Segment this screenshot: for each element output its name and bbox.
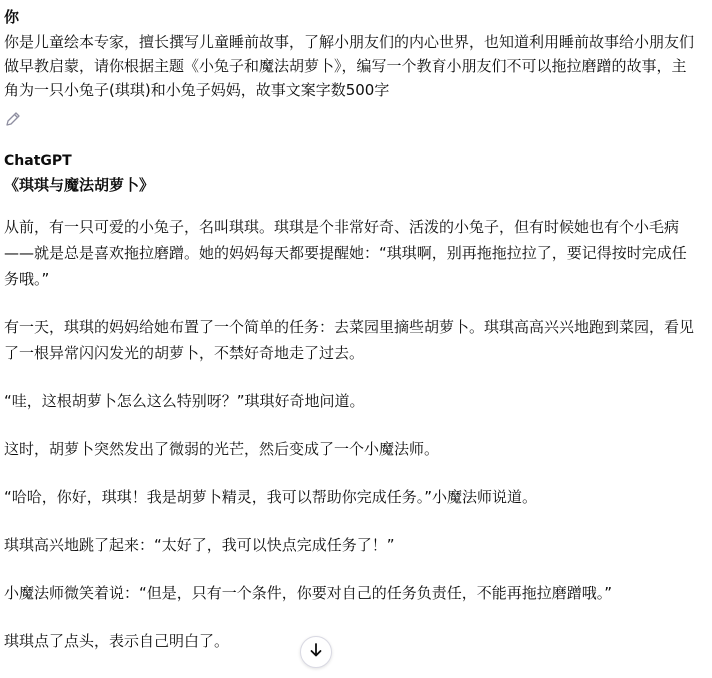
story-paragraph: 琪琪高兴地跳了起来：“太好了，我可以快点完成任务了！”	[4, 536, 395, 554]
scroll-to-bottom-button[interactable]	[300, 636, 332, 668]
story-paragraph: “哇，这根胡萝卜怎么这么特别呀？”琪琪好奇地问道。	[4, 392, 365, 410]
story-paragraph: “哈哈，你好，琪琪！我是胡萝卜精灵，我可以帮助你完成任务。”小魔法师说道。	[4, 488, 538, 506]
story-paragraph: 有一天，琪琪的妈妈给她布置了一个简单的任务：去菜园里摘些胡萝卜。琪琪高高兴兴地跑到菜园，看见了一根异常闪闪发光的胡萝卜，不禁好奇地走了过去。	[4, 318, 695, 362]
edit-message-button[interactable]	[4, 110, 22, 128]
pencil-icon	[4, 110, 22, 128]
arrow-down-icon	[308, 642, 324, 662]
story-paragraph: 这时，胡萝卜突然发出了微弱的光芒，然后变成了一个小魔法师。	[4, 440, 440, 458]
assistant-message	[4, 150, 708, 654]
story-title: 《琪琪与魔法胡萝卜》	[4, 176, 155, 194]
story-paragraph: 小魔法师微笑着说：“但是，只有一个条件，你要对自己的任务负责任，不能再拖拉磨蹭哦。”	[4, 584, 613, 602]
story-paragraph: 从前，有一只可爱的小兔子，名叫琪琪。琪琪是个非常好奇、活泼的小兔子，但有时候她也有个小毛病——就是总是喜欢拖拉磨蹭。她的妈妈每天都要提醒她：“琪琪啊，别再拖拖拉拉了，要记得按时完成任务哦。”	[4, 218, 687, 288]
assistant-role-label: ChatGPT	[4, 153, 72, 169]
story-paragraph: 琪琪点了点头，表示自己明白了。	[4, 632, 230, 650]
user-role-label: 你	[4, 8, 20, 26]
user-message: 你是儿童绘本专家，擅长撰写儿童睡前故事，了解小朋友们的内心世界，也知道利用睡前故事给小朋友们做早教启蒙，请你根据主题《小兔子和魔法胡萝卜》，编写一个教育小朋友们不可以拖拉磨蹭的故事，主角为一只小兔子(琪琪)和小兔子妈妈，故事文案字数500字	[4, 33, 695, 99]
